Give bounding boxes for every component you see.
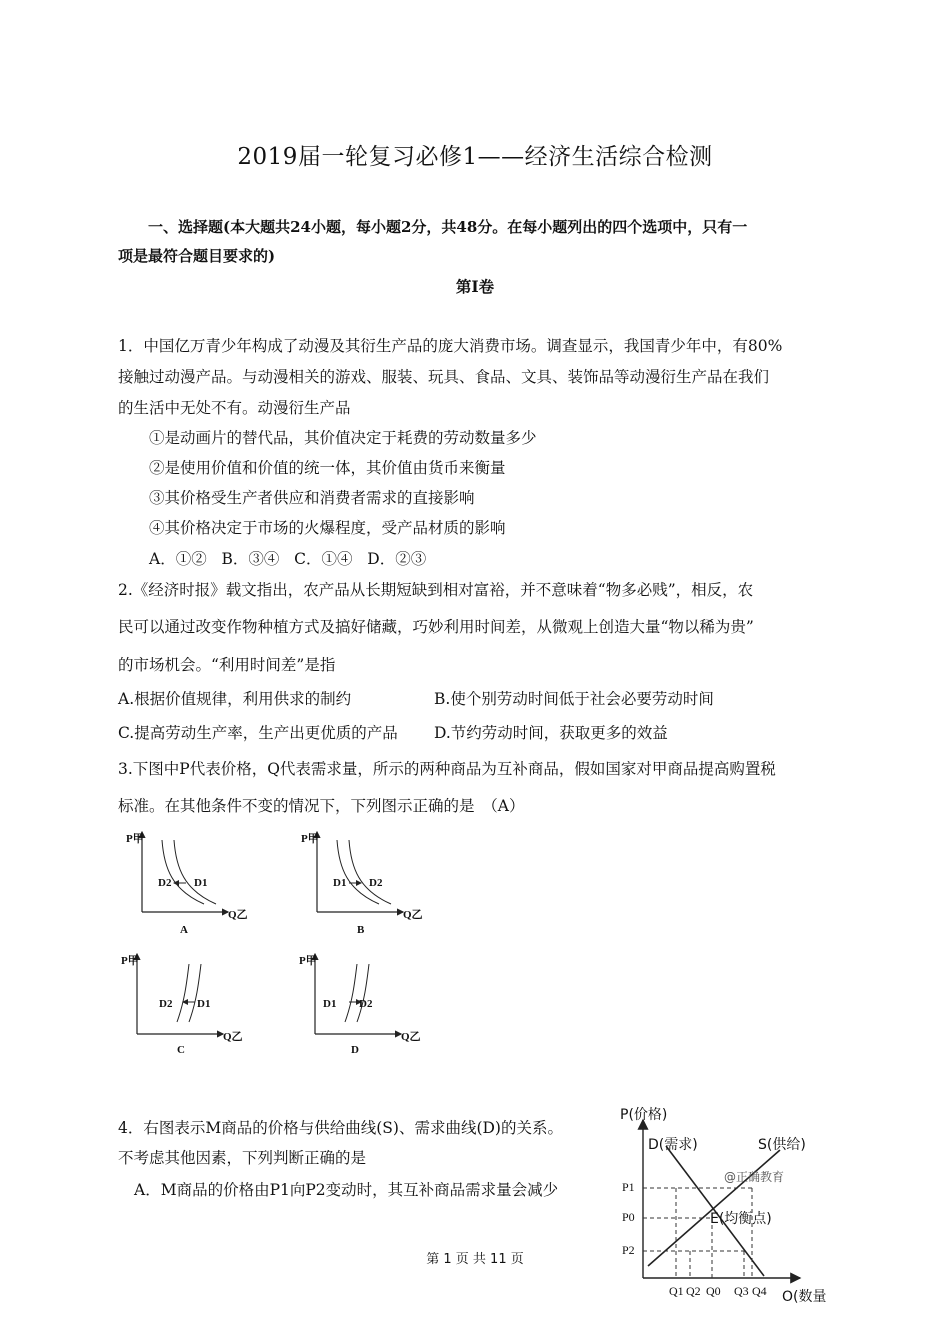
q3-line1: 3.下图中P代表价格，Q代表需求量，所示的两种商品为互补商品，假如国家对甲商品提高购置税 xyxy=(118,760,776,778)
q2-option-d: D.节约劳动时间，获取更多的效益 xyxy=(434,724,668,742)
q1-option-2: ②是使用价值和价值的统一体，其价值由货币来衡量 xyxy=(149,459,506,477)
graph-d-x-label: Q乙 xyxy=(401,1031,421,1043)
graph-b-left-curve: D1 xyxy=(333,877,347,889)
sd-watermark: @正确教育 xyxy=(724,1170,785,1184)
graph-c-axes xyxy=(115,950,255,1075)
sd-tick-p0: P0 xyxy=(622,1210,635,1224)
q2-line1: 2.《经济时报》载文指出，农产品从长期短缺到相对富裕，并不意味着“物多必贱”，相反，农 xyxy=(118,581,754,599)
graph-d-left-curve: D1 xyxy=(323,998,337,1010)
graph-c xyxy=(115,950,255,1075)
q1-line3: 的生活中无处不有。动漫衍生产品 xyxy=(118,399,351,417)
page-footer: 第 1 页 共 11 页 xyxy=(426,1252,524,1267)
sd-supply-label: S(供给) xyxy=(758,1137,806,1153)
sd-x-axis-label: O(数量 xyxy=(782,1289,827,1305)
document-title: 2019届一轮复习必修1——经济生活综合检测 xyxy=(237,144,713,170)
graph-d-axes xyxy=(293,950,433,1075)
graph-c-right-curve: D1 xyxy=(197,998,211,1010)
graph-a-y-label: P甲 xyxy=(126,833,144,845)
sd-tick-p1: P1 xyxy=(622,1180,635,1194)
q1-line1: 1．中国亿万青少年构成了动漫及其衍生产品的庞大消费市场。调查显示，我国青少年中，有80% xyxy=(118,337,783,355)
q2-line3: 的市场机会。“利用时间差”是指 xyxy=(118,656,336,674)
q4-line1: 4．右图表示M商品的价格与供给曲线(S)、需求曲线(D)的关系。 xyxy=(118,1119,563,1137)
sd-tick-q1: Q1 xyxy=(669,1284,684,1298)
sd-y-axis-label: P(价格) xyxy=(620,1107,668,1123)
q2-option-b: B.使个别劳动时间低于社会必要劳动时间 xyxy=(434,690,714,708)
graph-c-y-label: P甲 xyxy=(121,955,139,967)
q4-option-a: A．M商品的价格由P1向P2变动时，其互补商品需求量会减少 xyxy=(134,1181,559,1199)
graph-d xyxy=(293,950,433,1075)
graph-b-y-label: P甲 xyxy=(301,833,319,845)
graph-c-caption: C xyxy=(177,1044,185,1056)
q1-line2: 接触过动漫产品。与动漫相关的游戏、服装、玩具、食品、文具、装饰品等动漫衍生产品在我们 xyxy=(118,368,770,386)
graph-a-caption: A xyxy=(180,924,188,936)
sd-equilibrium-label: E(均衡点) xyxy=(710,1211,772,1227)
q1-choices: A．①② B．③④ C．①④ D．②③ xyxy=(149,550,427,568)
graph-a-axes xyxy=(120,828,260,953)
q1-option-1: ①是动画片的替代品，其价值决定于耗费的劳动数量多少 xyxy=(149,429,537,447)
graph-b xyxy=(295,828,435,953)
q2-option-a: A.根据价值规律，利用供求的制约 xyxy=(118,690,352,708)
sd-tick-p2: P2 xyxy=(622,1243,635,1257)
graph-a xyxy=(120,828,260,953)
graph-d-y-label: P甲 xyxy=(299,955,317,967)
graph-c-x-label: Q乙 xyxy=(223,1031,243,1043)
graph-d-right-curve: D2 xyxy=(359,998,373,1010)
section-heading-cont: 项是最符合题目要求的) xyxy=(118,247,276,265)
graph-b-axes xyxy=(295,828,435,953)
sd-demand-label: D(需求) xyxy=(648,1137,698,1153)
q3-line2: 标准。在其他条件不变的情况下，下列图示正确的是 （A） xyxy=(118,797,525,815)
sd-chart-lines xyxy=(612,1106,842,1306)
sd-tick-q3: Q3 xyxy=(734,1284,749,1298)
q4-line2: 不考虑其他因素，下列判断正确的是 xyxy=(118,1149,367,1167)
graph-a-x-label: Q乙 xyxy=(228,909,248,921)
graph-a-right-curve: D1 xyxy=(194,877,208,889)
q1-option-3: ③其价格受生产者供应和消费者需求的直接影响 xyxy=(149,489,475,507)
graph-c-left-curve: D2 xyxy=(159,998,173,1010)
q2-line2: 民可以通过改变作物种植方式及搞好储藏，巧妙利用时间差，从微观上创造大量“物以稀为贵” xyxy=(118,618,754,636)
q1-option-4: ④其价格决定于市场的火爆程度，受产品材质的影响 xyxy=(149,519,506,537)
volume-label: 第Ⅰ卷 xyxy=(455,277,495,296)
sd-tick-q4: Q4 xyxy=(752,1284,767,1298)
section-heading: 一、选择题(本大题共24小题，每小题2分，共48分。在每小题列出的四个选项中，只有一 xyxy=(148,218,748,236)
graph-a-left-curve: D2 xyxy=(158,877,172,889)
sd-tick-q2: Q2 xyxy=(686,1284,701,1298)
sd-tick-q0: Q0 xyxy=(706,1284,721,1298)
graph-b-right-curve: D2 xyxy=(369,877,383,889)
q2-option-c: C.提高劳动生产率，生产出更优质的产品 xyxy=(118,724,398,742)
graph-b-caption: B xyxy=(357,924,365,936)
supply-demand-chart xyxy=(612,1106,842,1306)
graph-d-caption: D xyxy=(351,1044,359,1056)
graph-b-x-label: Q乙 xyxy=(403,909,423,921)
